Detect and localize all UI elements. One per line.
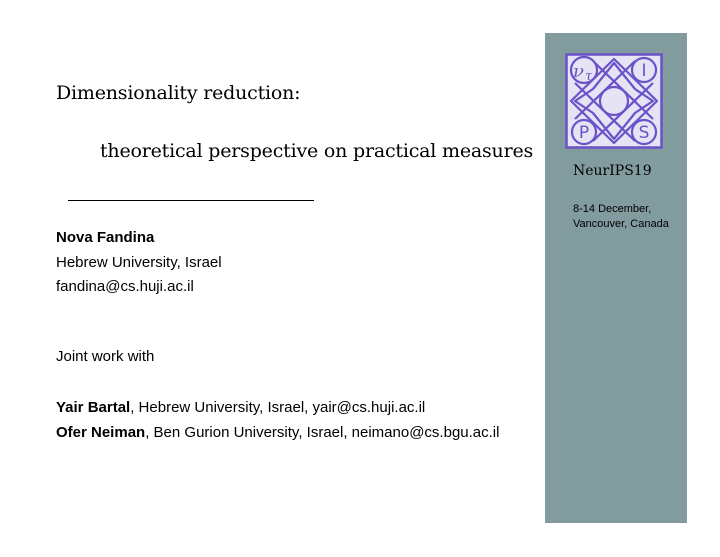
title-underline (68, 200, 314, 201)
logo-letter-s: S (638, 123, 650, 143)
coauthors-list (56, 396, 499, 445)
conference-name: NeurIPS19 (573, 163, 652, 179)
coauthor-line (56, 396, 499, 421)
neurips-logo-icon (565, 53, 663, 149)
title-line-2: theoretical perspective on practical measures (100, 140, 534, 162)
logo-letter-tau: τ (585, 69, 593, 84)
joint-work-label: Joint work with (56, 348, 155, 365)
coauthor-details: , Hebrew University, Israel, yair@cs.huji.ac.il (130, 399, 426, 416)
conference-details (573, 202, 669, 232)
coauthor-details: , Ben Gurion University, Israel, neimano@cs.bgu.ac.il (145, 423, 500, 441)
author-name: Nova Fandina (56, 229, 155, 246)
author-affiliation: Hebrew University, Israel (56, 253, 222, 271)
author-email: fandina@cs.huji.ac.il (56, 278, 194, 295)
logo-letter-p: P (578, 123, 590, 143)
coauthor-line (56, 421, 499, 446)
side-panel (545, 33, 687, 523)
logo-letter-i: I (641, 61, 647, 81)
logo-letter-nu: ν (573, 61, 584, 82)
conference-location: Vancouver, Canada (573, 218, 669, 230)
conference-dates: 8-14 December, (573, 203, 652, 215)
coauthor-name: Yair Bartal (56, 399, 131, 416)
coauthor-name: Ofer Neiman (56, 423, 146, 441)
author-block (56, 226, 222, 300)
title-line-1: Dimensionality reduction: (56, 82, 301, 104)
